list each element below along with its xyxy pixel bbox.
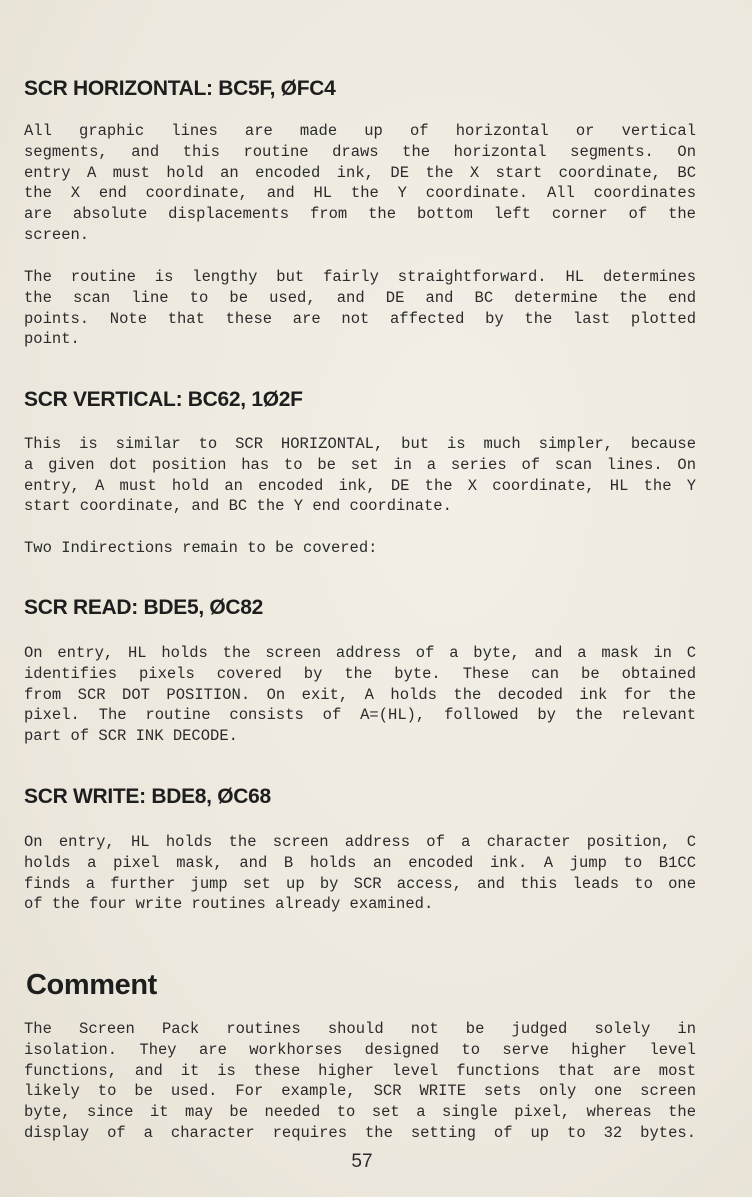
text-line: holds a pixel mask, and B holds an encoded ink. A jump to B1CC — [24, 853, 696, 872]
text-line: identifies pixels covered by the byte. These can be obtained — [24, 664, 696, 683]
text-line: On entry, HL holds the screen address of a character position, C — [24, 833, 696, 851]
text-line: pixel. The routine consists of A=(HL), followed by the relevant — [24, 706, 696, 725]
text-line: isolation. They are workhorses designed to serve higher level — [24, 1040, 696, 1059]
section-heading-scr-write: SCR WRITE: BDE8, ØC68 — [24, 785, 271, 808]
text-line: of the four write routines already examined. — [24, 895, 434, 914]
text-line: a given dot position has to be set in a series of scan lines. On — [24, 455, 696, 474]
paragraph-scr-write — [24, 832, 696, 915]
page-number: 57 — [351, 1151, 373, 1172]
text-line: point. — [24, 330, 80, 349]
paragraph-scr-vertical-2 — [24, 538, 696, 559]
text-line: All graphic lines are made up of horizontal or vertical — [24, 122, 696, 140]
paragraph-scr-horizontal-2 — [24, 267, 696, 350]
section-heading-scr-read: SCR READ: BDE5, ØC82 — [24, 596, 264, 619]
section-heading-scr-horizontal: SCR HORIZONTAL: BC5F, ØFC4 — [24, 77, 336, 100]
text-line: The Screen Pack routines should not be judged solely in — [24, 1020, 696, 1038]
text-line: Two Indirections remain to be covered: — [24, 539, 378, 557]
paragraph-scr-horizontal-1 — [24, 121, 696, 246]
text-line: functions, and it is these higher level functions that are most — [24, 1061, 696, 1080]
section-heading-scr-vertical: SCR VERTICAL: BC62, 1Ø2F — [24, 388, 303, 411]
text-line: finds a further jump set up by SCR access, and this leads to one — [24, 874, 696, 893]
text-line: screen. — [24, 225, 90, 244]
text-line: are absolute displacements from the bottom left corner of the — [24, 205, 696, 223]
text-line: likely to be used. For example, SCR WRITE sets only one screen — [24, 1082, 696, 1101]
paragraph-scr-read — [24, 643, 696, 747]
text-line: segments, and this routine draws the horizontal segments. On — [24, 142, 696, 161]
text-line: entry A must hold an encoded ink, DE the X start coordinate, BC — [24, 163, 696, 182]
paragraph-comment — [24, 1019, 696, 1144]
text-line: This is similar to SCR HORIZONTAL, but is much simpler, because — [24, 435, 696, 453]
text-line: start coordinate, and BC the Y end coordinate. — [24, 497, 452, 516]
paragraph-scr-vertical-1 — [24, 434, 696, 517]
comment-heading: Comment — [26, 969, 157, 1001]
text-line: points. Note that these are not affected by the last plotted — [24, 309, 696, 328]
text-line: the X end coordinate, and HL the Y coordinate. All coordinates — [24, 184, 696, 203]
text-line: On entry, HL holds the screen address of a byte, and a mask in C — [24, 644, 696, 662]
text-line: entry, A must hold an encoded ink, DE the X coordinate, HL the Y — [24, 476, 696, 495]
text-line: display of a character requires the setting of up to 32 bytes. — [24, 1123, 696, 1142]
text-line: the scan line to be used, and DE and BC determine the end — [24, 288, 696, 307]
text-line: byte, since it may be needed to set a single pixel, whereas the — [24, 1103, 696, 1121]
book-page — [24, 0, 700, 1197]
text-line: part of SCR INK DECODE. — [24, 727, 238, 745]
text-line: from SCR DOT POSITION. On exit, A holds the decoded ink for the — [24, 685, 696, 704]
text-line: The routine is lengthy but fairly straightforward. HL determines — [24, 268, 696, 286]
